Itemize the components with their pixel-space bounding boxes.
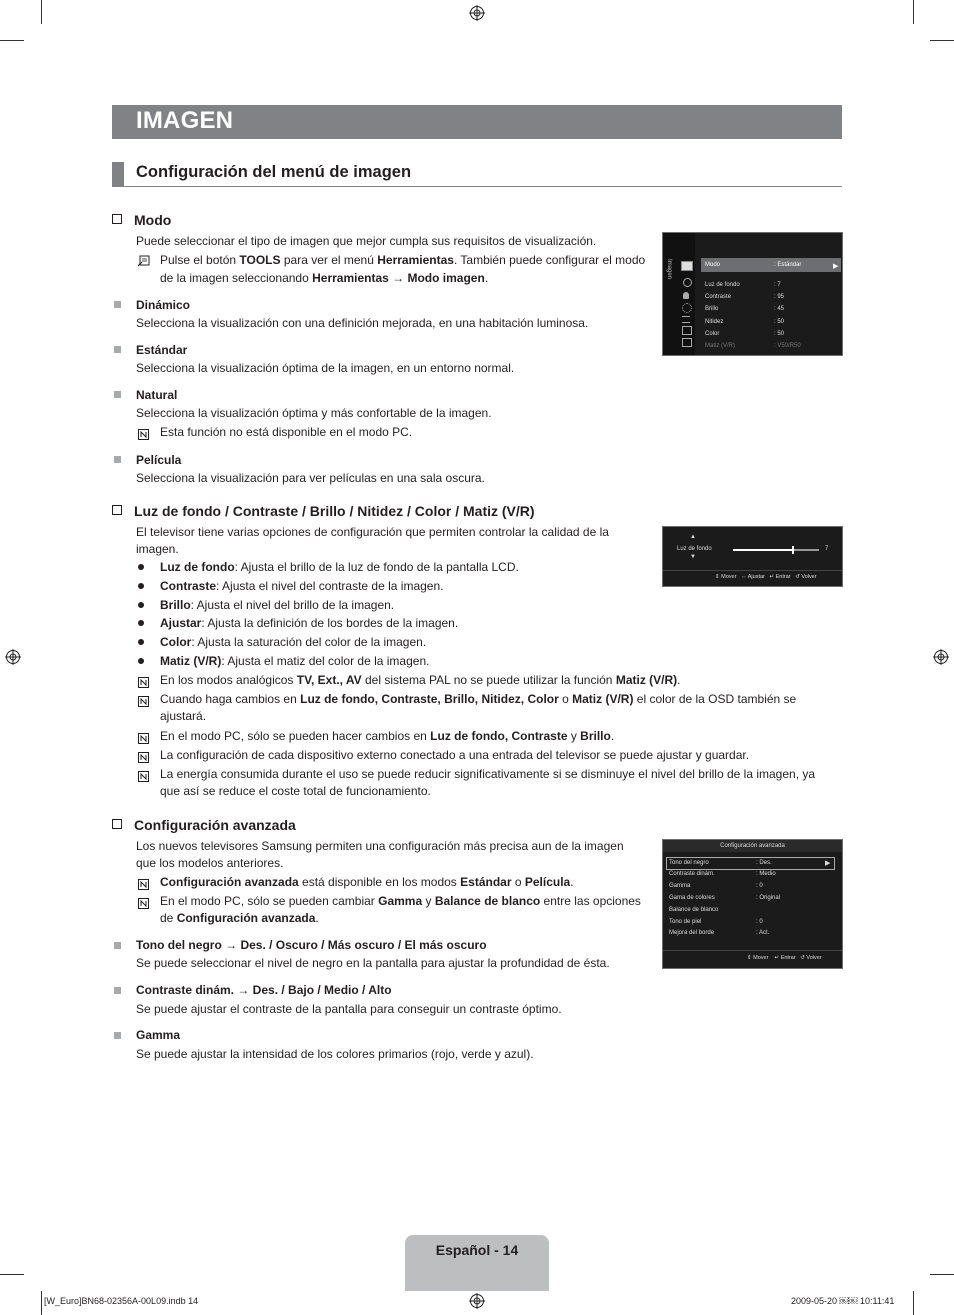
osd-row-label: Gama de colores [669, 895, 715, 901]
osd-row-label: Tono del negro [669, 860, 709, 866]
bullet-dot-icon [138, 658, 144, 664]
square-bullet-icon [114, 942, 121, 949]
luz-intro-line2: imagen. [136, 542, 179, 556]
osd-backlight-slider [662, 526, 843, 587]
bullet-dot-icon [138, 602, 144, 608]
crop-mark [0, 40, 24, 41]
slider-label: Luz de fondo [677, 546, 712, 552]
item-desc: Selecciona la visualización para ver películas en una sala oscura. [136, 471, 485, 485]
item-title: Natural [136, 388, 178, 402]
note-icon [138, 694, 149, 705]
item-desc: Selecciona la visualización con una definición mejorada, en una habitación luminosa. [136, 316, 589, 330]
avanzada-intro-line1: Los nuevos televisores Samsung permiten una configuración más precisa aun de la imagen [136, 839, 624, 853]
page-title: IMAGEN [136, 107, 234, 134]
note-text: ajustará. [160, 709, 207, 723]
crop-mark [913, 0, 914, 24]
osd-imagen-menu [662, 232, 843, 356]
page-number-tab [405, 1235, 549, 1291]
tools-icon [138, 254, 150, 266]
osd-divider [663, 570, 842, 571]
checkbox-bullet-icon [112, 214, 122, 224]
bullet-dot-icon [138, 639, 144, 645]
enter-icon: ↵ [774, 955, 780, 961]
item-title: Estándar [136, 343, 188, 357]
tools-note-line1: Pulse el botón TOOLS para ver el menú Herramientas. También puede configurar el modo [160, 253, 646, 267]
bullet-item: Contraste: Ajusta el nivel del contraste de la imagen. [160, 579, 444, 593]
setup-icon [682, 303, 692, 313]
item-desc: Selecciona la visualización óptima de la imagen, en un entorno normal. [136, 361, 515, 375]
page-banner [112, 105, 842, 139]
luz-intro-line1: El televisor tiene varias opciones de configuración que permiten controlar la calidad de la [136, 525, 609, 539]
bullet-dot-icon [138, 564, 144, 570]
note-text: Cuando haga cambios en Luz de fondo, Contraste, Brillo, Nitidez, Color o Matiz (V/R) el color de la OSD también se [160, 692, 797, 706]
crop-mark [0, 1274, 24, 1275]
note-icon [138, 675, 149, 686]
note-text: Esta función no está disponible en el modo PC. [160, 425, 413, 439]
osd-row-value: : 0 [756, 883, 763, 889]
return-icon: ↺ [800, 955, 805, 961]
bullet-item: Brillo: Ajusta el nivel del brillo de la imagen. [160, 598, 395, 612]
crop-mark [41, 0, 42, 24]
return-icon: ↺ [795, 574, 800, 580]
item-title: Tono del negro → Des. / Oscuro / Más oscuro / El más oscuro [136, 938, 487, 952]
registration-mark-icon [5, 649, 21, 665]
avanzada-intro-line2: que los modelos anteriores. [136, 856, 284, 870]
osd-row-label: Modo [705, 262, 721, 268]
application-icon [682, 326, 692, 335]
osd-hints: ⇕ Mover ↵ Entrar ↺ Volver [747, 955, 822, 961]
luz-heading: Luz de fondo / Contraste / Brillo / Nitidez / Color / Matiz (V/R) [112, 503, 535, 519]
bullet-dot-icon [138, 620, 144, 626]
enter-icon: ↵ [769, 574, 775, 580]
section-bar [112, 162, 124, 186]
item-title: Dinámico [136, 298, 191, 312]
osd-row-label: Luz de fondo [705, 282, 740, 288]
note-text: La configuración de cada dispositivo externo conectado a una entrada del televisor se puede ajustar y guardar. [160, 748, 750, 762]
bullet-item: Color: Ajusta la saturación del color de la imagen. [160, 635, 427, 649]
updown-icon: ⇕ [715, 574, 720, 580]
note-text: de Configuración avanzada. [160, 911, 319, 925]
section-title: Configuración del menú de imagen [136, 163, 412, 181]
avanzada-heading: Configuración avanzada [112, 817, 296, 833]
osd-row-value: : 50 [774, 319, 785, 325]
arrow-down-icon: ▼ [690, 554, 696, 560]
square-bullet-icon [114, 987, 121, 994]
osd-row-value: : 95 [774, 294, 785, 300]
registration-mark-icon [469, 5, 485, 21]
print-date: 2009-05-20 ￼￼ 10:11:41 [791, 1296, 895, 1306]
osd-row-label: Contraste [705, 294, 732, 300]
crop-mark [913, 1291, 914, 1315]
note-icon [138, 896, 149, 907]
osd-row-label: Balance de blanco [669, 907, 719, 913]
item-desc: Se puede seleccionar el nivel de negro en la pantalla para ajustar la profundidad de ésta. [136, 956, 610, 970]
modo-heading: Modo [112, 212, 171, 228]
note-text: que así se reduce el coste total de funcionamiento. [160, 784, 431, 798]
checkbox-bullet-icon [112, 505, 122, 515]
leftright-icon: ⇔ [741, 574, 747, 580]
square-bullet-icon [114, 391, 121, 398]
slider-fill [733, 549, 793, 551]
note-text: La energía consumida durante el uso se puede reducir significativamente si se disminuye el nivel del brillo de la imagen, ya [160, 767, 816, 781]
support-icon [682, 338, 692, 347]
bullet-item: Ajustar: Ajusta la definición de los bordes de la imagen. [160, 616, 459, 630]
note-icon [138, 731, 149, 742]
osd-hints: ⇕ Mover ⇔ Ajustar ↵ Entrar ↺ Volver [715, 574, 817, 580]
osd-row-label: Nitidez [705, 319, 724, 325]
registration-mark-icon [469, 1293, 485, 1309]
osd-row-label: Color [705, 331, 720, 337]
note-text: En el modo PC, sólo se pueden hacer cambios en Luz de fondo, Contraste y Brillo. [160, 729, 615, 743]
osd-row-value: : 50 [774, 331, 785, 337]
arrow-right-icon: ▶ [825, 860, 831, 867]
note-text: Configuración avanzada está disponible en los modos Estándar o Película. [160, 875, 574, 889]
osd-row-value: : Estándar [774, 262, 802, 268]
slider-track [733, 549, 819, 551]
sound-icon [683, 278, 692, 287]
note-text: En el modo PC, sólo se pueden cambiar Gamma y Balance de blanco entre las opciones [160, 894, 641, 908]
osd-highlight-row [701, 258, 841, 272]
tools-note-line2: de la imagen seleccionando Herramientas → Modo imagen. [160, 271, 489, 285]
square-bullet-icon [114, 346, 121, 353]
osd-row-label: Tono de piel [669, 919, 702, 925]
section-divider [112, 186, 842, 187]
updown-icon: ⇕ [747, 955, 752, 961]
item-desc: Selecciona la visualización óptima y más confortable de la imagen. [136, 406, 492, 420]
square-bullet-icon [114, 456, 121, 463]
osd-row-value: : 7 [774, 282, 781, 288]
osd-row-value: : Medio [756, 871, 776, 877]
item-title: Contraste dinám. → Des. / Bajo / Medio / Alto [136, 983, 392, 997]
slider-thumb [792, 546, 794, 554]
input-icon [682, 316, 690, 323]
note-icon [138, 427, 149, 438]
slider-value: 7 [825, 546, 829, 552]
note-icon [138, 769, 149, 780]
item-desc: Se puede ajustar el contraste de la pantalla para conseguir un contraste óptimo. [136, 1002, 562, 1016]
crop-mark [930, 1274, 954, 1275]
osd-divider [663, 950, 842, 951]
note-text: En los modos analógicos TV, Ext., AV del sistema PAL no se puede utilizar la función Matiz (V/R). [160, 673, 681, 687]
osd-advanced-menu [662, 839, 843, 969]
osd-side-label: Imagen [666, 259, 672, 280]
osd-row-value: : V50/R50 [774, 343, 801, 349]
osd-row-label: Mejora del borde [669, 930, 715, 936]
bullet-item: Matiz (V/R): Ajusta el matiz del color de la imagen. [160, 654, 430, 668]
bullet-item: Luz de fondo: Ajusta el brillo de la luz de fondo de la pantalla LCD. [160, 560, 519, 574]
osd-sidebar [663, 233, 695, 355]
bullet-dot-icon [138, 583, 144, 589]
osd-title: Configuración avanzada [720, 843, 785, 849]
item-title: Gamma [136, 1028, 181, 1042]
arrow-up-icon: ▲ [690, 534, 696, 540]
osd-row-value: : 0 [756, 919, 763, 925]
square-bullet-icon [114, 1032, 121, 1039]
osd-row-value: : 45 [774, 306, 785, 312]
checkbox-bullet-icon [112, 819, 122, 829]
crop-mark [930, 40, 954, 41]
picture-icon [681, 261, 693, 271]
channel-icon [683, 292, 689, 299]
item-title: Película [136, 453, 182, 467]
osd-row-label: Brillo [705, 306, 719, 312]
note-icon [138, 750, 149, 761]
osd-row-label: Contraste dinám. [669, 871, 715, 877]
registration-mark-icon [933, 649, 949, 665]
arrow-right-icon: ▶ [833, 263, 839, 270]
osd-row-label: Gamma [669, 883, 691, 889]
page-number: Español - 14 [435, 1242, 519, 1258]
note-icon [138, 877, 149, 888]
square-bullet-icon [114, 301, 121, 308]
osd-row-value: : Act. [756, 930, 770, 936]
modo-intro: Puede seleccionar el tipo de imagen que mejor cumpla sus requisitos de visualización. [136, 234, 597, 248]
crop-mark [41, 1291, 42, 1315]
item-desc: Se puede ajustar la intensidad de los colores primarios (rojo, verde y azul). [136, 1047, 534, 1061]
file-info: [W_Euro]BN68-02356A-00L09.indb 14 [44, 1296, 199, 1306]
osd-row-label: Matiz (V/R) [705, 343, 735, 349]
osd-row-value: : Des. [756, 860, 772, 866]
osd-row-value: : Original [756, 895, 781, 901]
